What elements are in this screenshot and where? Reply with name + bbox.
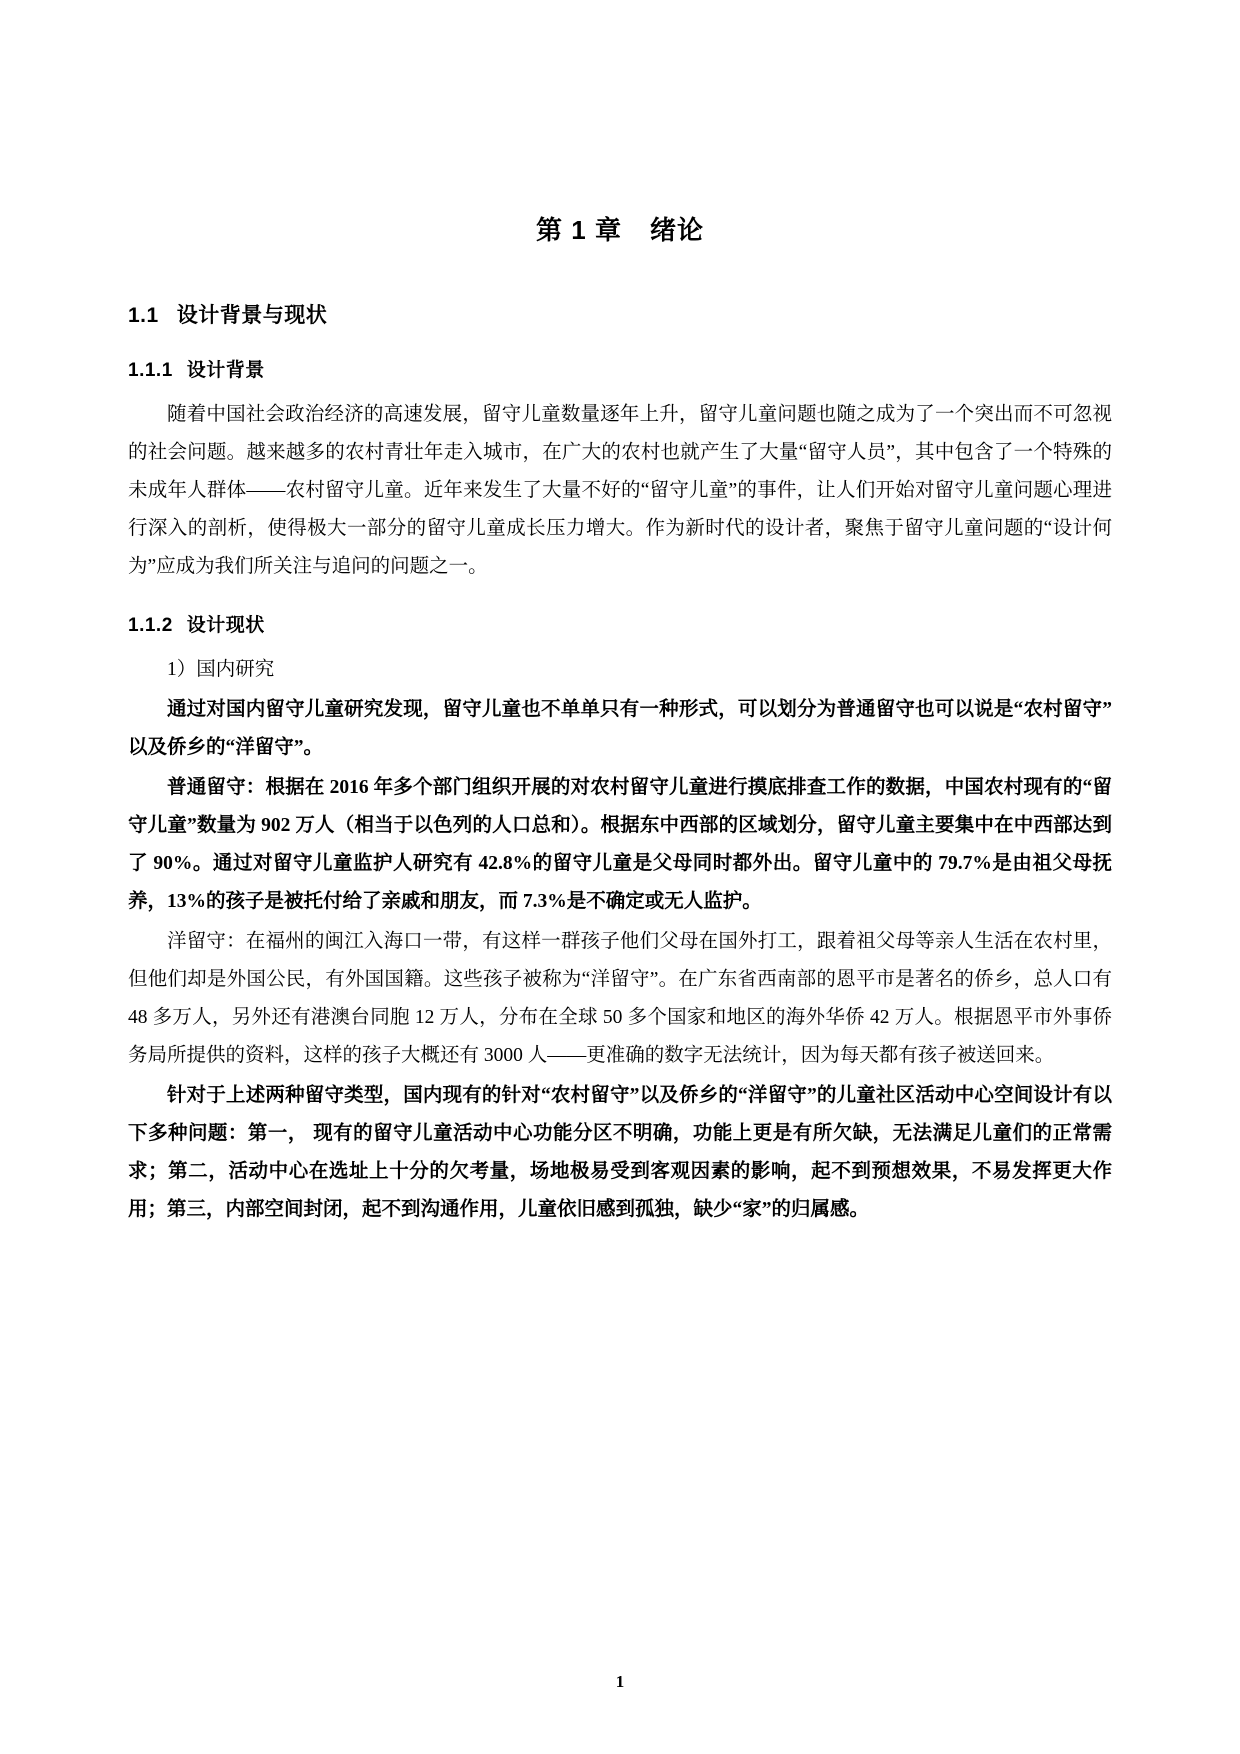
subsection-heading-1-1-1	[128, 355, 1112, 382]
paragraph-ordinary-leftbehind: 普通留守：根据在 2016 年多个部门组织开展的对农村留守儿童进行摸底排查工作的数据，中国农村现有的“留守儿童”数量为 902 万人（相当于以色列的人口总和）。根据东中西部的区域划分，留守儿童主要集中在中西部达到了 90%。通过对留守儿童监护人研究有 42.8%的留守儿童是父母同时都外出。留守儿童中的 79.7%是由祖父母抚养，13%的孩子是被托付给了亲戚和朋友，而 7.3%是不确定或无人监护。	[128, 777, 1112, 912]
subsection-number: 1.1.2	[128, 615, 173, 636]
subsection-heading-1-1-2	[128, 610, 1112, 637]
paragraph-domestic-research-heading: 1）国内研究	[167, 659, 275, 680]
subsection-title: 设计现状	[186, 615, 265, 636]
subsection-title: 设计背景	[186, 360, 265, 381]
section-number: 1.1	[128, 304, 159, 327]
page-number: 1	[615, 1672, 625, 1691]
paragraph-problems: 针对于上述两种留守类型，国内现有的针对“农村留守”以及侨乡的“洋留守”的儿童社区活动中心空间设计有以下多种问题：第一， 现有的留守儿童活动中心功能分区不明确，功能上更是有所欠缺，无法满足儿童们的正常需求；第二，活动中心在选址上十分的欠考量，场地极易受到客观因素的影响，起不到预想效果，不易发挥更大作用；第三，内部空间封闭，起不到沟通作用，儿童依旧感到孤独，缺少“家”的归属感。	[128, 1085, 1112, 1220]
section-title: 设计背景与现状	[176, 304, 328, 327]
paragraph-research-overview: 通过对国内留守儿童研究发现，留守儿童也不单单只有一种形式，可以划分为普通留守也可以说是“农村留守”以及侨乡的“洋留守”。	[128, 699, 1112, 758]
subsection-number: 1.1.1	[128, 360, 173, 381]
paragraph-background: 随着中国社会政治经济的高速发展，留守儿童数量逐年上升，留守儿童问题也随之成为了一个突出而不可忽视的社会问题。越来越多的农村青壮年走入城市，在广大的农村也就产生了大量“留守人员”，其中包含了一个特殊的未成年人群体——农村留守儿童。近年来发生了大量不好的“留守儿童”的事件，让人们开始对留守儿童问题心理进行深入的剖析，使得极大一部分的留守儿童成长压力增大。作为新时代的设计者，聚焦于留守儿童问题的“设计何为”应成为我们所关注与追问的问题之一。	[128, 404, 1112, 577]
chapter-title	[128, 210, 1112, 247]
paragraph-overseas-leftbehind: 洋留守：在福州的闽江入海口一带，有这样一群孩子他们父母在国外打工，跟着祖父母等亲人生活在农村里，但他们却是外国公民，有外国国籍。这些孩子被称为“洋留守”。在广东省西南部的恩平市是著名的侨乡，总人口有 48 多万人，另外还有港澳台同胞 12 万人，分布在全球 50 多个国家和地区的海外华侨 42 万人。根据恩平市外事侨务局所提供的资料，这样的孩子大概还有 3000 人——更准确的数字无法统计，因为每天都有孩子被送回来。	[128, 931, 1112, 1066]
chapter-number: 第 1 章	[536, 215, 622, 245]
section-heading-1-1	[128, 299, 1112, 329]
chapter-name: 绪论	[649, 215, 704, 245]
